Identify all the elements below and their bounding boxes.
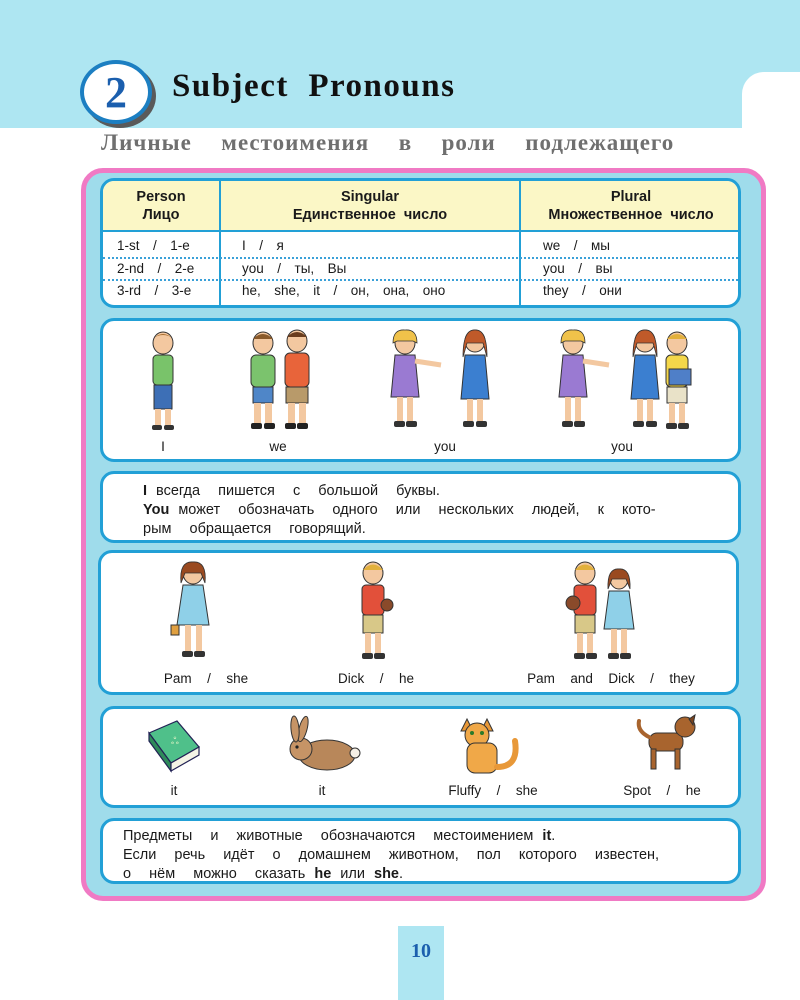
note-line: Если речь идёт о домашнем животном, пол которого известен, [123, 847, 660, 863]
pam-illustration [169, 559, 219, 665]
note-text: Предметы и животные обозначаются местоимением [123, 828, 543, 844]
page-title: Subject Pronouns [172, 68, 456, 104]
header-plural-ru: Множественное число [548, 206, 714, 223]
note-line [123, 865, 403, 884]
caption-you-plural: you [611, 439, 633, 454]
lesson-number-badge [80, 60, 152, 124]
table-row [103, 234, 738, 256]
table-row [103, 279, 738, 301]
caption-fluffy: Fluffy / she [448, 783, 538, 798]
caption-book: it [170, 783, 178, 798]
header-singular-en: Singular [340, 188, 399, 205]
cell-singular: you / ты, Вы [242, 261, 347, 276]
page-subtitle: Личные местоимения в роли подлежащего [101, 130, 675, 155]
note-text: всегда пишется с большой буквы. [147, 483, 440, 499]
pronoun-table [100, 178, 741, 308]
caption-we: we [269, 439, 287, 454]
header-person-ru: Лицо [142, 206, 180, 223]
girl-pointing-group-illustration [551, 327, 701, 435]
caption-you-single: you [434, 439, 456, 454]
svg-text:ஃ: ஃ [171, 736, 179, 747]
note-bold-he: he [314, 866, 332, 882]
note-objects-animals [100, 818, 741, 884]
page-number: 10 [411, 939, 431, 962]
header-person [103, 181, 219, 230]
note-bold-you: You [143, 502, 170, 518]
dog-icon [631, 713, 697, 775]
caption-pam: Pam / she [163, 671, 249, 686]
things-card [100, 706, 741, 808]
people-card [100, 318, 741, 462]
note-bold-it: it [542, 828, 552, 844]
page-number-tab [398, 926, 444, 1000]
note-line [123, 827, 555, 846]
header-singular [221, 181, 519, 230]
header-notch [742, 72, 800, 128]
cat-icon [453, 711, 527, 777]
two-boys-illustration [241, 327, 321, 433]
note-capitalization [100, 471, 741, 543]
rabbit-icon [281, 715, 365, 775]
header-singular-ru: Единственное число [292, 206, 448, 223]
cell-person: 2-nd / 2-е [117, 261, 195, 276]
note-line [143, 482, 440, 501]
boy-illustration [139, 329, 187, 433]
girl-pointing-illustration [383, 327, 503, 433]
header-plural-en: Plural [610, 188, 652, 205]
note-line [143, 501, 656, 520]
caption-spot: Spot / he [623, 783, 701, 798]
pam-and-dick-illustration [563, 559, 643, 665]
cell-plural: they / они [543, 283, 622, 298]
lesson-number: 2 [105, 67, 127, 117]
kids-card [98, 550, 739, 695]
caption-dick: Dick / he [337, 671, 415, 686]
note-bold-i: I [143, 483, 148, 499]
note-text: . [399, 866, 404, 882]
cell-singular: I / я [242, 238, 284, 253]
table-row [103, 257, 738, 279]
note-line: рым обращается говорящий. [143, 521, 366, 537]
caption-i: I [161, 439, 165, 454]
book-icon [143, 717, 203, 775]
note-text: о нём можно сказать [123, 866, 315, 882]
caption-rabbit: it [318, 783, 326, 798]
cell-singular: he, she, it / он, она, оно [242, 283, 446, 298]
dick-illustration [353, 559, 395, 665]
note-text: или [331, 866, 374, 882]
note-text: . [551, 828, 556, 844]
note-bold-she: she [374, 866, 399, 882]
header-person-en: Person [136, 188, 186, 205]
caption-pam-and-dick: Pam and Dick / they [527, 671, 695, 686]
header-plural [521, 181, 741, 230]
note-text: может обозначать одного или нескольких людей, к кото- [169, 502, 656, 518]
cell-person: 3-rd / 3-е [117, 283, 192, 298]
cell-plural: you / вы [543, 261, 613, 276]
cell-person: 1-st / 1-е [117, 238, 190, 253]
cell-plural: we / мы [543, 238, 610, 253]
